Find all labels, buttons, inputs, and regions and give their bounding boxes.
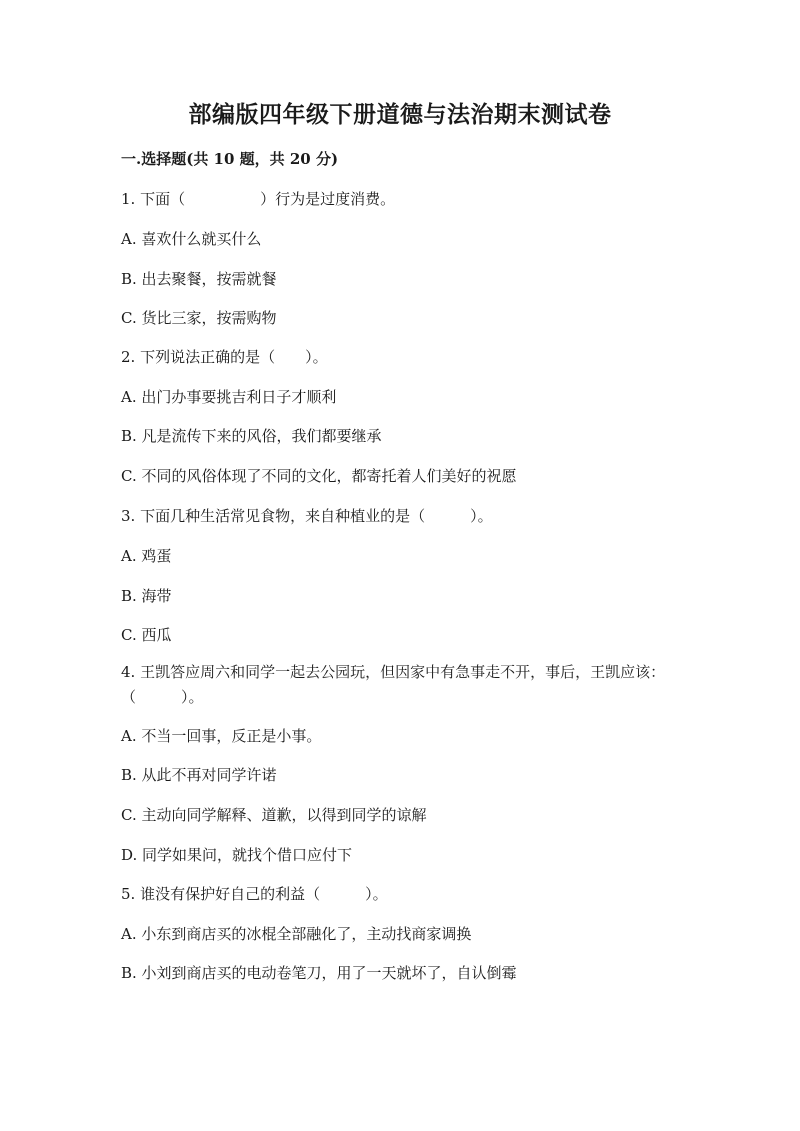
option-4c: C. 主动向同学解释、道歉，以得到同学的谅解 [121, 806, 427, 824]
option-3b: B. 海带 [121, 587, 172, 605]
option-1c: C. 货比三家，按需购物 [121, 309, 277, 327]
question-stem-5: 5. 谁没有保护好自己的利益（ ）。 [121, 885, 388, 903]
option-1a: A. 喜欢什么就买什么 [121, 230, 262, 248]
option-1b: B. 出去聚餐，按需就餐 [121, 270, 277, 288]
option-5b: B. 小刘到商店买的电动卷笔刀，用了一天就坏了，自认倒霉 [121, 964, 517, 982]
section-heading: 一.选择题(共 10 题，共 20 分) [121, 150, 339, 168]
page-title: 部编版四年级下册道德与法治期末测试卷 [188, 101, 612, 128]
option-4a: A. 不当一回事，反正是小事。 [121, 727, 322, 745]
question-stem-1: 1. 下面（ ）行为是过度消费。 [121, 190, 396, 208]
option-2b: B. 凡是流传下来的风俗，我们都要继承 [121, 427, 382, 445]
question-stem-4: 4. 王凯答应周六和同学一起去公园玩，但因家中有急事走不开，事后，王凯应该：（ ）。 [121, 663, 666, 706]
option-3a: A. 鸡蛋 [121, 547, 172, 565]
option-3c: C. 西瓜 [121, 626, 172, 644]
option-2c: C. 不同的风俗体现了不同的文化，都寄托着人们美好的祝愿 [121, 467, 517, 485]
option-4b: B. 从此不再对同学许诺 [121, 766, 277, 784]
question-stem-2: 2. 下列说法正确的是（ ）。 [121, 348, 328, 366]
question-stem-3: 3. 下面几种生活常见食物，来自种植业的是（ ）。 [121, 507, 493, 525]
option-2a: A. 出门办事要挑吉利日子才顺利 [121, 388, 337, 406]
option-4d: D. 同学如果问，就找个借口应付下 [121, 846, 353, 864]
option-5a: A. 小东到商店买的冰棍全部融化了，主动找商家调换 [121, 925, 472, 943]
